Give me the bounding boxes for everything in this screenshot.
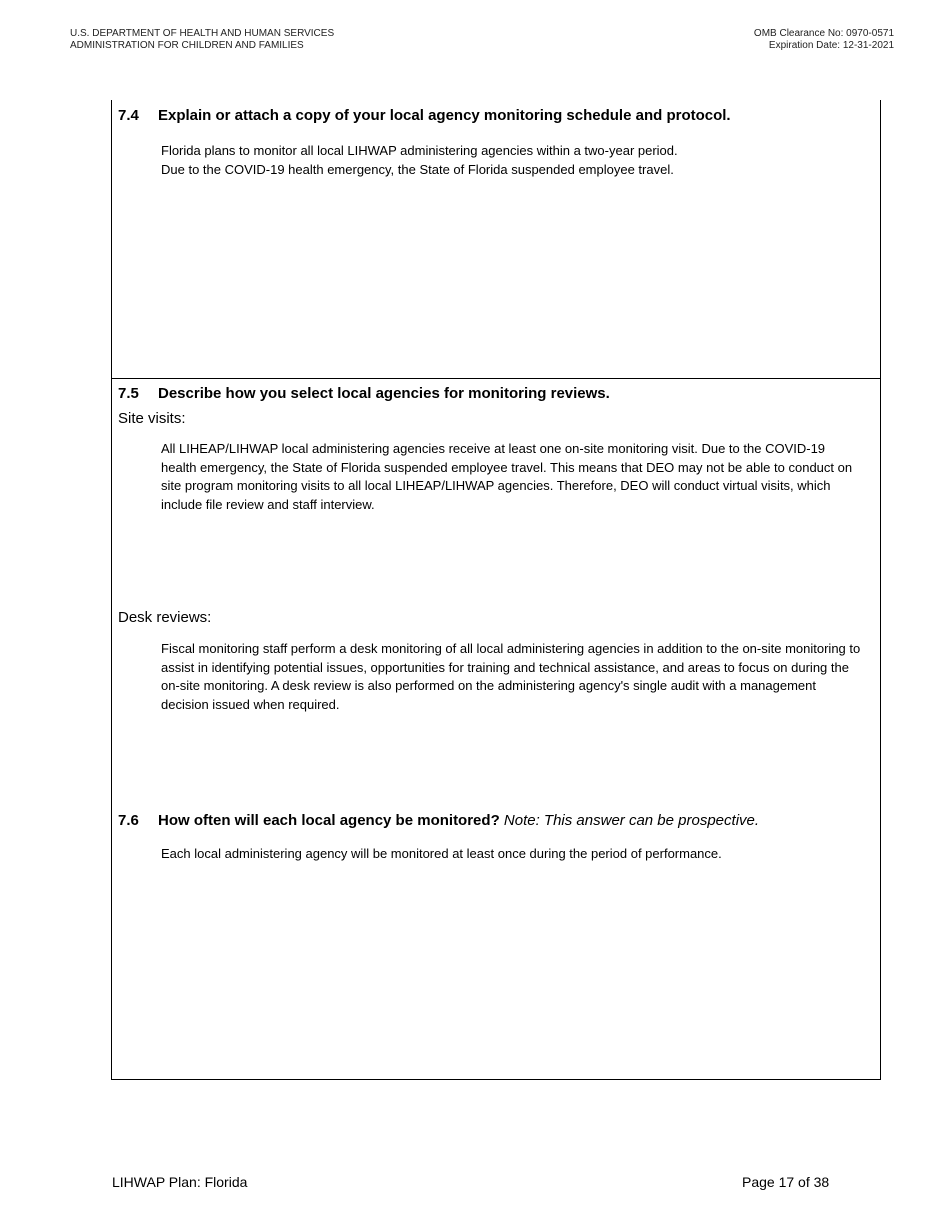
footer-plan-name: LIHWAP Plan: Florida [112,1174,248,1190]
question-number: 7.6 [118,812,139,829]
question-7-6 [118,812,759,829]
agency-name: U.S. DEPARTMENT OF HEALTH AND HUMAN SERVICES [70,28,335,39]
question-7-4 [118,107,731,124]
question-text: Explain or attach a copy of your local agency monitoring schedule and protocol. [158,107,731,124]
question-text: How often will each local agency be monitored? [158,812,500,829]
question-7-5 [118,385,610,402]
agency-header [70,28,334,52]
answer-paragraph: All LIHEAP/LIHWAP local administering agencies receive at least one on-site monitoring visit. Due to the COVID-19 health emergency, the State of Florida suspended employee travel. This means that DEO may not be able to conduct on site program monitoring visits to all local LIHEAP/LIHWAP agencies. Therefore, DEO will conduct virtual visits, which include file review and staff interview. [161,441,853,513]
answer-paragraph: Each local administering agency will be monitored at least once during the period of performance. [161,846,722,861]
omb-clearance: OMB Clearance No: 0970-0571 [753,28,894,39]
agency-subname: ADMINISTRATION FOR CHILDREN AND FAMILIES [70,40,304,51]
answer-line: Florida plans to monitor all local LIHWAP administering agencies within a two-year period. [161,143,678,158]
answer-7-6 [161,845,861,864]
answer-7-4 [161,142,861,179]
question-number: 7.4 [118,107,139,124]
question-note: Note: This answer can be prospective. [503,812,760,829]
question-number: 7.5 [118,385,139,402]
desk-reviews-label: Desk reviews: [118,609,212,626]
question-text: Describe how you select local agencies for monitoring reviews. [158,385,610,402]
omb-header [754,28,894,52]
site-visits-answer [161,440,861,515]
site-visits-label: Site visits: [118,410,186,427]
answer-paragraph: Fiscal monitoring staff perform a desk monitoring of all local administering agencies in addition to the on-site monitoring to assist in identifying potential issues, opportunities for training and technical assistance, and areas to focus on during the on-site monitoring. A desk review is also performed on the administering agency's single audit with a management decision issued when required. [161,641,861,713]
answer-line: Due to the COVID-19 health emergency, the State of Florida suspended employee travel. [161,161,674,177]
expiration-date: Expiration Date: 12-31-2021 [768,40,894,51]
footer-page-number: Page 17 of 38 [742,1174,830,1190]
desk-reviews-answer [161,640,861,715]
